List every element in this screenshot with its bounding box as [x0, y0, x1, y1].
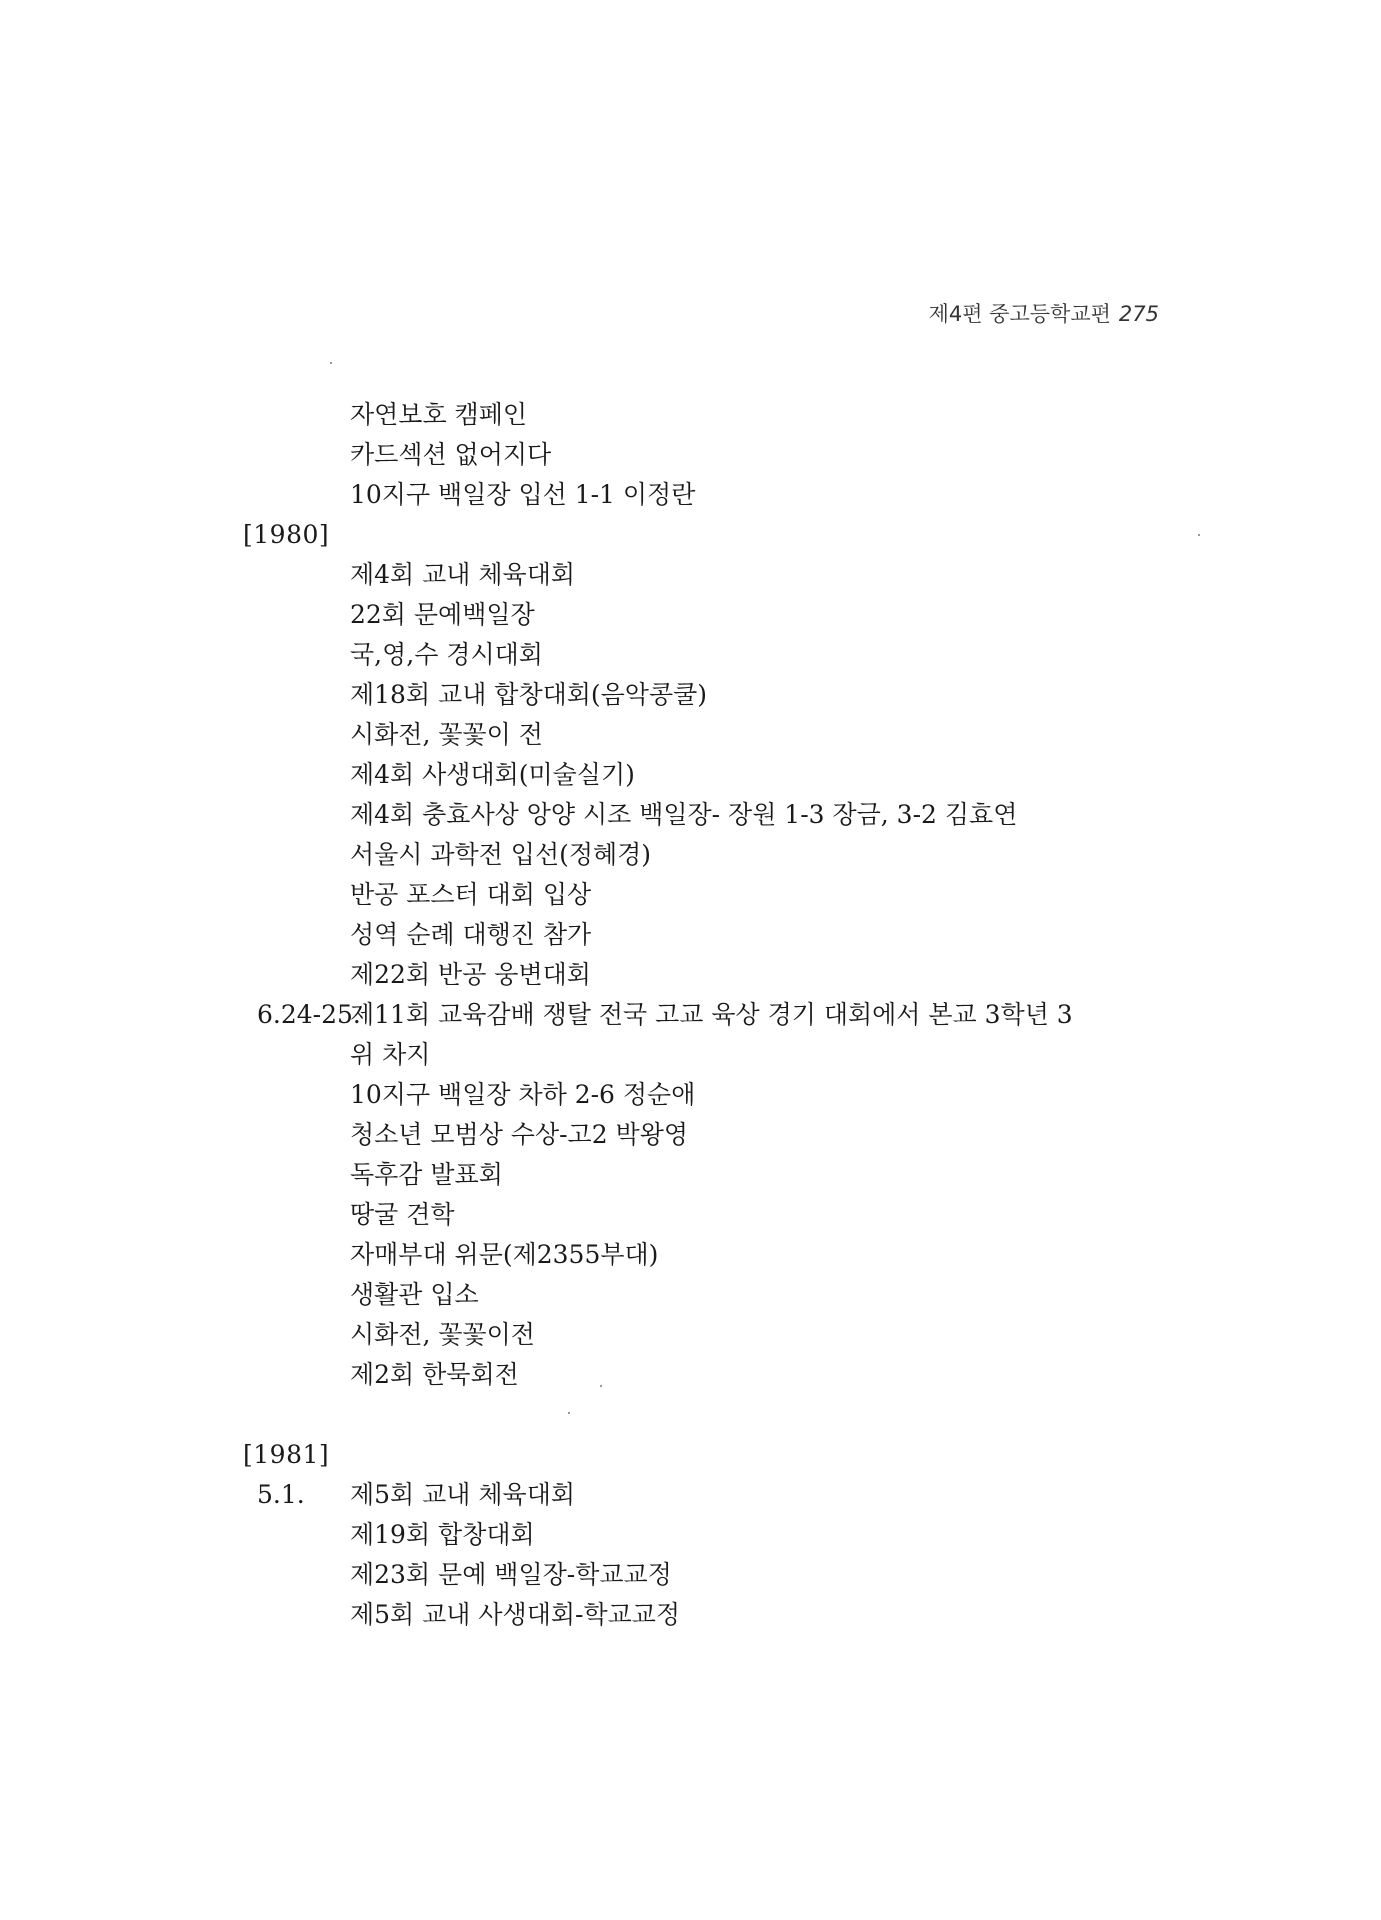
chronology-entry — [0, 1075, 1381, 1115]
year-label: [1980] — [243, 520, 330, 549]
entry-text: 독후감 발표회 — [350, 1160, 503, 1189]
chronology-entry — [0, 995, 1381, 1035]
year-label: [1981] — [243, 1440, 330, 1469]
chronology-entry — [0, 1555, 1381, 1595]
entry-text: 제22회 반공 웅변대회 — [350, 960, 591, 989]
chronology-entry — [0, 1275, 1381, 1315]
year-heading — [0, 1435, 1381, 1475]
page-number: 275 — [1118, 302, 1159, 326]
chronology-entry — [0, 1315, 1381, 1355]
entry-text: 자연보호 캠페인 — [350, 400, 527, 429]
section-gap — [0, 1395, 1381, 1435]
chronology-entry — [0, 555, 1381, 595]
chronology-list — [0, 395, 1381, 1635]
scan-speck — [568, 1412, 570, 1414]
entry-text: 청소년 모범상 수상-고2 박왕영 — [350, 1120, 688, 1149]
chronology-entry — [0, 1155, 1381, 1195]
chronology-entry — [0, 1235, 1381, 1275]
entry-text: 제11회 교육감배 쟁탈 전국 고교 육상 경기 대회에서 본교 3학년 3 — [350, 1000, 1073, 1029]
entry-date: 5.1. — [257, 1480, 305, 1509]
entry-text: 제19회 합창대회 — [350, 1520, 535, 1549]
entry-text: 제5회 교내 사생대회-학교교정 — [350, 1600, 681, 1629]
chapter-title: 제4편 중고등학교편 — [928, 302, 1111, 326]
entry-text: 제2회 한묵회전 — [350, 1360, 519, 1389]
entry-text: 생활관 입소 — [350, 1280, 479, 1309]
chronology-entry — [0, 795, 1381, 835]
page-header — [929, 298, 1159, 328]
chronology-entry — [0, 635, 1381, 675]
scan-speck — [330, 362, 332, 364]
entry-text: 시화전, 꽃꽃이전 — [350, 1320, 535, 1349]
entry-text: 제4회 교내 체육대회 — [350, 560, 575, 589]
chronology-entry — [0, 1115, 1381, 1155]
year-heading — [0, 515, 1381, 555]
entry-text: 서울시 과학전 입선(정혜경) — [350, 840, 652, 869]
chronology-entry — [0, 715, 1381, 755]
entry-text: 제4회 사생대회(미술실기) — [350, 760, 635, 789]
chronology-entry — [0, 755, 1381, 795]
chronology-entry — [0, 1595, 1381, 1635]
chronology-entry — [0, 675, 1381, 715]
chronology-entry — [0, 1035, 1381, 1075]
scan-speck — [600, 1385, 602, 1387]
entry-date: 6.24-25. — [257, 1000, 361, 1029]
chronology-entry — [0, 955, 1381, 995]
entry-text: 제23회 문예 백일장-학교교정 — [350, 1560, 672, 1589]
entry-text: 카드섹션 없어지다 — [350, 440, 552, 469]
chronology-entry — [0, 1355, 1381, 1395]
entry-text: 22회 문예백일장 — [350, 600, 535, 629]
entry-text: 위 차지 — [350, 1040, 431, 1069]
chronology-entry — [0, 1515, 1381, 1555]
entry-text: 반공 포스터 대회 입상 — [350, 880, 592, 909]
entry-text: 제5회 교내 체육대회 — [350, 1480, 575, 1509]
chronology-entry — [0, 395, 1381, 435]
entry-text: 자매부대 위문(제2355부대) — [350, 1240, 659, 1269]
entry-text: 10지구 백일장 차하 2-6 정순애 — [350, 1080, 696, 1109]
entry-text: 10지구 백일장 입선 1-1 이정란 — [350, 480, 696, 509]
chronology-entry — [0, 1195, 1381, 1235]
scan-speck — [1198, 534, 1200, 536]
entry-text: 시화전, 꽃꽃이 전 — [350, 720, 543, 749]
chronology-entry — [0, 595, 1381, 635]
entry-text: 성역 순례 대행진 참가 — [350, 920, 592, 949]
chronology-entry — [0, 835, 1381, 875]
chronology-entry — [0, 915, 1381, 955]
entry-text: 국,영,수 경시대회 — [350, 640, 543, 669]
entry-text: 땅굴 견학 — [350, 1200, 455, 1229]
entry-text: 제18회 교내 합창대회(음악콩쿨) — [350, 680, 708, 709]
chronology-entry — [0, 875, 1381, 915]
chronology-entry — [0, 475, 1381, 515]
chronology-entry — [0, 435, 1381, 475]
chronology-entry — [0, 1475, 1381, 1515]
entry-text: 제4회 충효사상 앙양 시조 백일장- 장원 1-3 장금, 3-2 김효연 — [350, 800, 1018, 829]
